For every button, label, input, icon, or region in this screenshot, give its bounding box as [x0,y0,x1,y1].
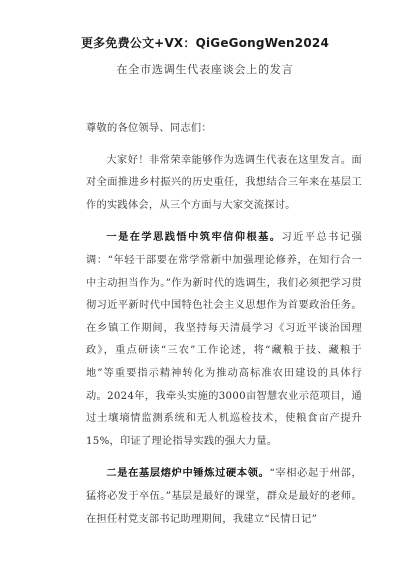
document-title: 在全市选调生代表座谈会上的发言 [116,63,294,76]
page-header: 更多免费公文+VX：QiGeGongWen2024 [80,36,329,50]
document-body [86,118,362,531]
paragraph-practice [86,462,362,531]
paragraph-text: “宰相必起于州部，猛将必发于卒伍。”基层是最好的课堂，群众是最好的老师。在担任村党支部书记助理期间，我建立“民情日记” [86,468,362,525]
paragraph-lead: 一是在学思践悟中筑牢信仰根基。 [106,231,282,244]
paragraph-lead: 二是在基层熔炉中锤炼过硬本领。 [106,467,270,480]
paragraph-text: 习近平总书记强调：“年轻干部要在常学常新中加强理论修养，在知行合一中主动担当作为。”作为新时代的选调生，我们必须把学习贯彻习近平新时代中国特色社会主义思想作为首要政治任务。在乡镇工作期间，我坚持每天清晨学习《习近平谈治国理政》，重点研读“三农”工作论述，将“藏粮于技、藏粮于地”等重要指示精神转化为推动高标准农田建设的具体行动。2024年，我牵头实施的3000亩智慧农业示范项目，通过土壤墒情监测系统和无人机巡检技术，使粮食亩产提升15%，印证了理论指导实践的强大力量。 [86,232,363,447]
paragraph-intro [86,150,362,218]
paragraph-text: 大家好！非常荣幸能够作为选调生代表在这里发言。面对全面推进乡村振兴的历史重任，我想结合三年来在基层工作的实践体会，从三个方面与大家交流探讨。 [86,154,362,211]
paragraph-theory [86,226,362,453]
salutation: 尊敬的各位领导、同志们： [86,123,212,134]
